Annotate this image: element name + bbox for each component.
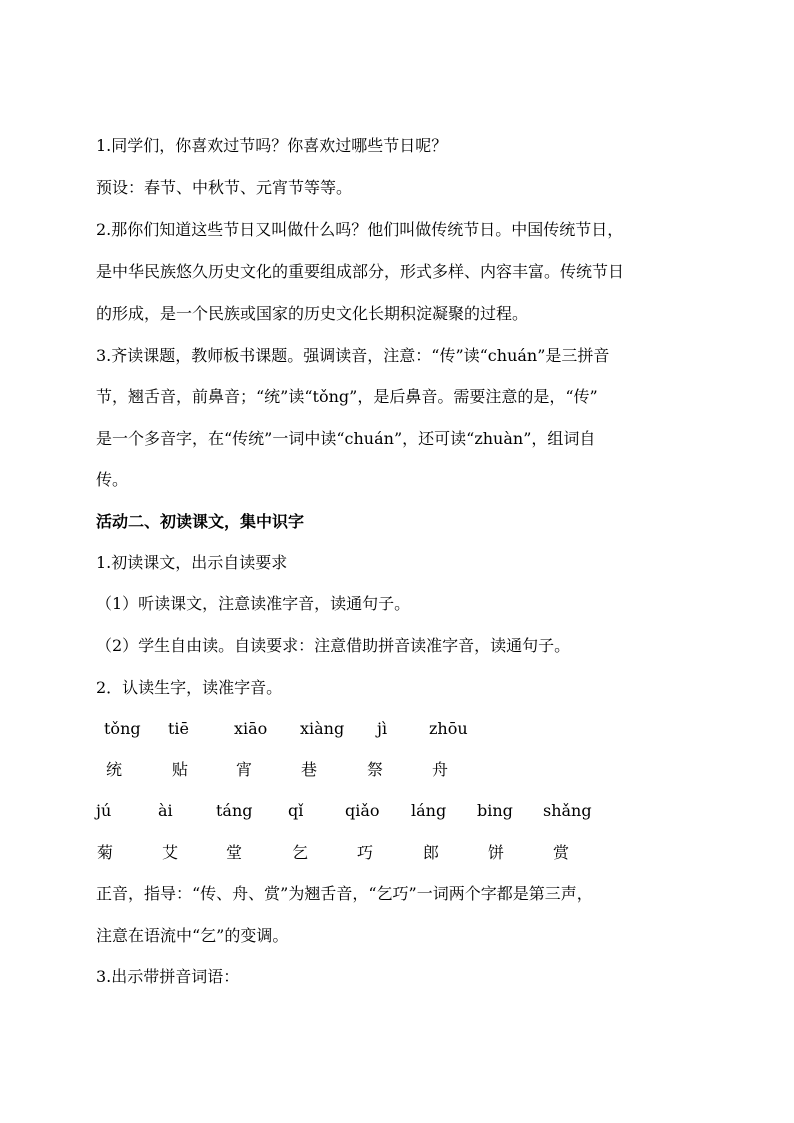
- character: 祭: [367, 760, 384, 779]
- activity-line: 1.初读课文，出示自读要求: [96, 553, 288, 572]
- character: 堂: [226, 843, 243, 862]
- character: 乞: [292, 843, 309, 862]
- character: 宵: [236, 760, 253, 779]
- pinyin-syllable: táng: [216, 801, 253, 820]
- pinyin-syllable: jì: [377, 719, 388, 738]
- paragraph-line: 是一个多音字，在“传统”一词中读“chuán”，还可读“zhuàn”，组词自: [96, 429, 596, 448]
- pinyin-syllable: xiāo: [234, 719, 268, 738]
- pinyin-row: [96, 718, 736, 740]
- closing-line: 正音，指导：“传、舟、赏”为翘舌音，“乞巧”一词两个字都是第三声，: [96, 884, 593, 903]
- pinyin-syllable: zhōu: [429, 719, 468, 738]
- pinyin-row: [96, 800, 736, 822]
- pinyin-syllable: ài: [158, 801, 173, 820]
- character: 艾: [162, 843, 179, 862]
- character: 舟: [432, 760, 449, 779]
- paragraph-line: 2.那你们知道这些节日又叫做什么吗？他们叫做传统节日。中国传统节日，: [96, 220, 624, 239]
- pinyin-syllable: qǐ: [288, 801, 304, 820]
- pinyin-syllable: tiē: [168, 719, 190, 738]
- closing-line: 注意在语流中“乞”的变调。: [96, 926, 289, 945]
- character: 巧: [357, 843, 374, 862]
- paragraph-line: 传。: [96, 470, 129, 489]
- character: 巷: [301, 760, 318, 779]
- paragraph-line: 是中华民族悠久历史文化的重要组成部分，形式多样、内容丰富。传统节日: [96, 262, 625, 281]
- character-row: [96, 842, 736, 864]
- paragraph-line: 3.齐读课题，教师板书课题。强调读音，注意：“传”读“chuán”是三拼音: [96, 346, 610, 365]
- activity-line: （2）学生自由读。自读要求：注意借助拼音读准字音，读通句子。: [96, 636, 571, 655]
- pinyin-syllable: qiǎo: [345, 801, 380, 820]
- paragraph-line: 节，翘舌音，前鼻音；“统”读“tǒng”，是后鼻音。需要注意的是，“传”: [96, 387, 598, 406]
- pinyin-syllable: jú: [96, 801, 112, 820]
- character: 贴: [172, 760, 189, 779]
- pinyin-syllable: bing: [477, 801, 513, 820]
- paragraph-line: 预设：春节、中秋节、元宵节等等。: [96, 178, 353, 197]
- pinyin-syllable: tǒng: [104, 719, 141, 738]
- paragraph-line: 1.同学们，你喜欢过节吗？你喜欢过哪些节日呢？: [96, 136, 448, 155]
- character: 赏: [553, 843, 570, 862]
- pinyin-syllable: shǎng: [543, 801, 592, 820]
- section-heading: 活动二、初读课文，集中识字: [96, 512, 305, 531]
- activity-line: 2．认读生字，读准字音。: [96, 678, 283, 697]
- activity-line: （1）听读课文，注意读准字音，读通句子。: [96, 594, 411, 613]
- character: 郎: [423, 843, 440, 862]
- closing-line: 3.出示带拼音词语：: [96, 967, 240, 986]
- character: 饼: [488, 843, 505, 862]
- paragraph-line: 的形成，是一个民族或国家的历史文化长期积淀凝聚的过程。: [96, 304, 529, 323]
- pinyin-syllable: láng: [411, 801, 447, 820]
- character-row: [96, 759, 736, 781]
- character: 菊: [97, 843, 114, 862]
- pinyin-syllable: xiàng: [300, 719, 345, 738]
- character: 统: [106, 760, 123, 779]
